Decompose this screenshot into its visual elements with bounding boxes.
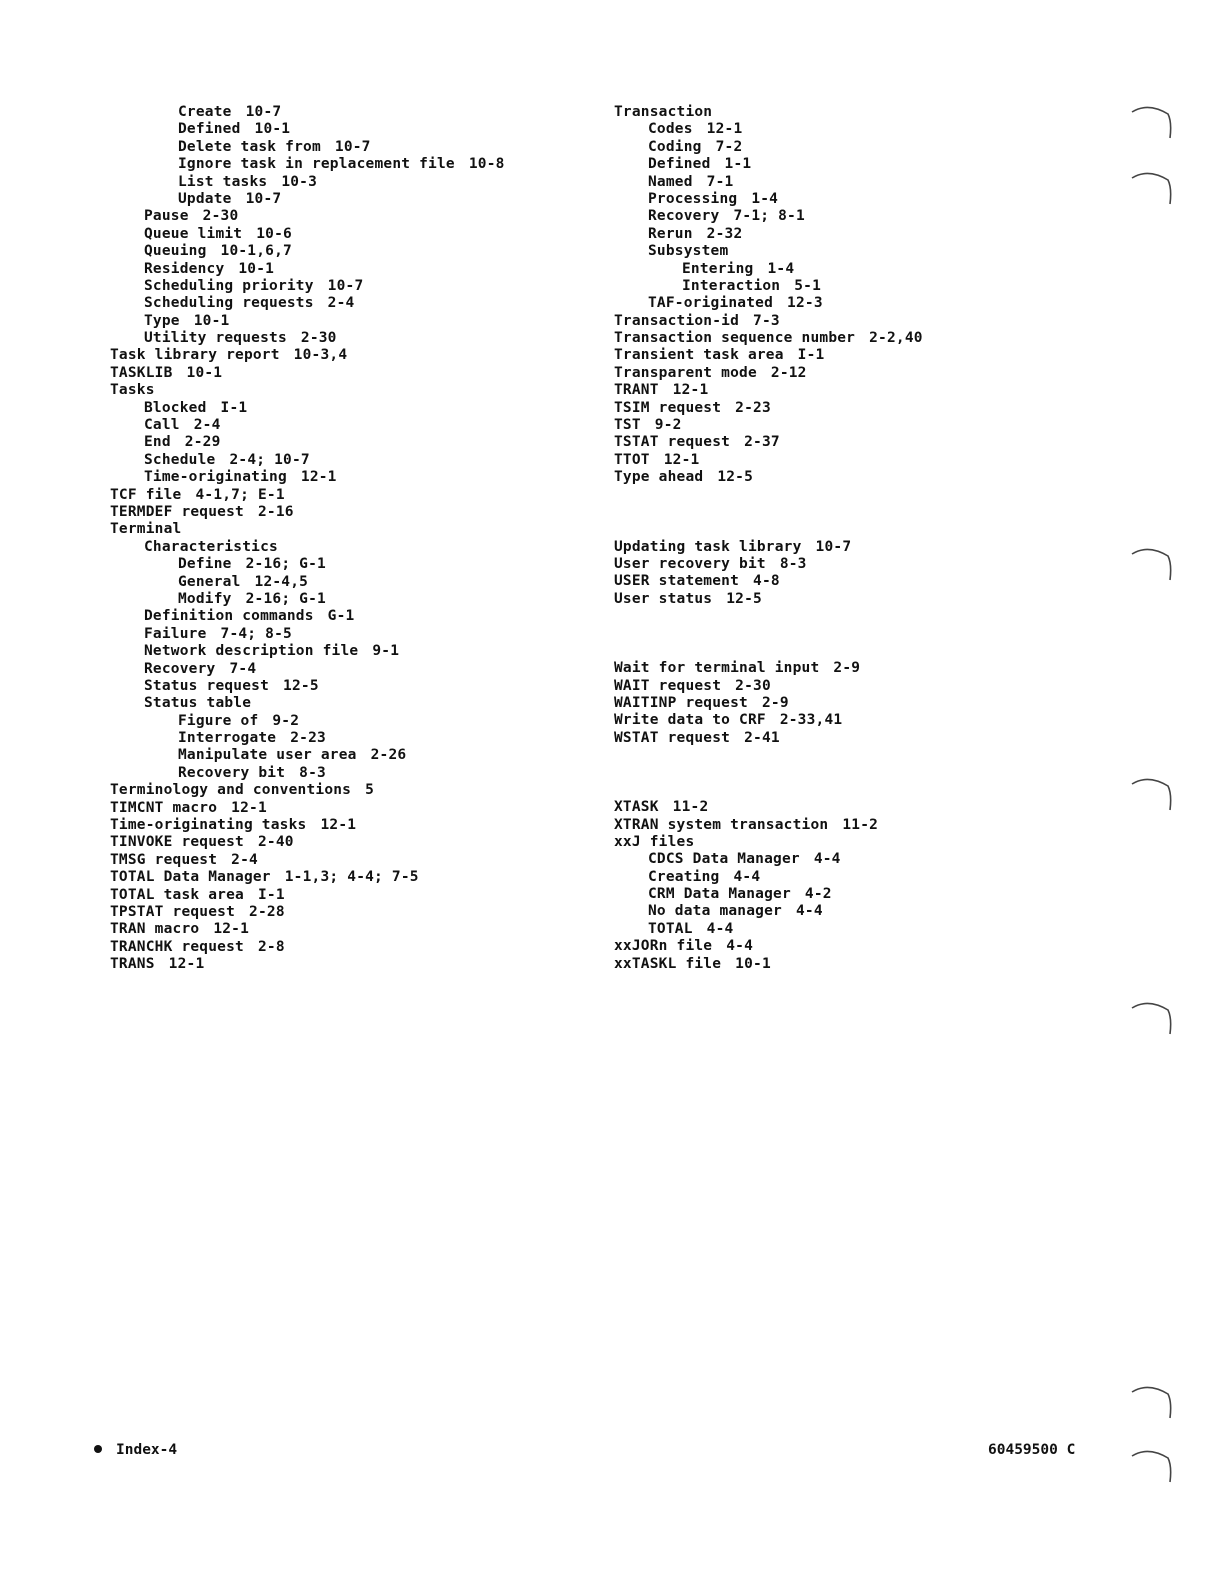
page-reference: 12-1	[663, 451, 700, 468]
binder-hole-icon	[1128, 1444, 1172, 1484]
index-term: Network description file	[144, 643, 359, 660]
page-reference: 7-4	[229, 660, 257, 677]
page-reference: 4-8	[753, 573, 780, 590]
index-term: TRAN macro	[110, 921, 200, 938]
page-reference: 2-26	[370, 747, 407, 764]
index-term: Coding	[648, 138, 702, 155]
page-reference: 2-30	[202, 208, 239, 225]
index-entry	[614, 226, 1084, 243]
index-entry	[110, 713, 580, 730]
document-number: 60459500 C	[988, 1442, 1076, 1458]
index-term: Task library report	[110, 347, 280, 364]
index-entry	[110, 800, 580, 817]
index-term: Transaction	[614, 104, 713, 120]
index-term: Interrogate	[178, 730, 277, 747]
index-term: TRANS	[110, 956, 155, 973]
binder-hole-icon	[1128, 542, 1172, 582]
index-entry	[614, 347, 1084, 364]
index-entry	[110, 661, 580, 678]
page-reference: 11-2	[672, 799, 709, 816]
index-term: Delete task from	[178, 138, 321, 155]
index-term: Failure	[144, 625, 207, 642]
index-term: Define	[178, 556, 232, 573]
index-term: Terminal	[110, 521, 182, 538]
index-entry	[614, 938, 1084, 955]
index-term: CRM Data Manager	[648, 886, 791, 903]
index-entry	[614, 591, 1084, 608]
page-reference: 10-1,6,7	[220, 243, 292, 260]
index-entry	[110, 174, 580, 191]
index-entry	[110, 574, 580, 591]
index-entry	[614, 660, 1084, 677]
index-term: Subsystem	[648, 243, 729, 260]
index-term: Queue limit	[144, 225, 243, 242]
index-entry	[614, 313, 1084, 330]
page-reference: I-1	[797, 347, 825, 364]
index-term: Scheduling priority	[144, 277, 314, 294]
index-entry	[614, 730, 1084, 747]
index-entry	[110, 365, 580, 382]
index-term: Type ahead	[614, 469, 704, 486]
index-term: Figure of	[178, 712, 259, 729]
page-reference: 7-1; 8-1	[733, 208, 805, 225]
index-entry	[110, 226, 580, 243]
index-term: TAF-originated	[648, 295, 774, 312]
page-reference: 5	[365, 782, 375, 799]
index-entry	[110, 939, 580, 956]
page-reference: 2-30	[300, 330, 337, 347]
index-entry	[110, 921, 580, 938]
index-entry	[614, 104, 1084, 121]
index-entry	[614, 452, 1084, 469]
index-entry	[110, 434, 580, 451]
index-entry	[110, 608, 580, 625]
page-reference: 10-1	[193, 312, 230, 329]
index-term: Characteristics	[144, 538, 278, 555]
page-reference: 9-1	[372, 643, 400, 660]
index-term: TRANCHK request	[110, 938, 244, 955]
index-term: Wait for terminal input	[614, 660, 820, 677]
page-reference: 10-7	[245, 104, 282, 120]
index-term: TRANT	[614, 382, 659, 399]
index-entry	[110, 521, 580, 538]
page-reference: 4-4	[795, 903, 823, 920]
page-reference: 2-41	[744, 729, 780, 746]
index-term: Defined	[648, 156, 711, 173]
index-entry	[614, 139, 1084, 156]
index-entry	[110, 887, 580, 904]
letter-group	[614, 799, 1084, 973]
page-reference: 2-30	[735, 677, 771, 694]
page-reference: 10-3	[281, 173, 318, 190]
index-column-left	[110, 104, 580, 974]
index-entry	[110, 626, 580, 643]
index-term: TTOT	[614, 451, 650, 468]
page-reference: 12-5	[717, 469, 754, 486]
page-reference: 12-1	[672, 382, 709, 399]
index-entry	[614, 695, 1084, 712]
index-term: Schedule	[144, 451, 216, 468]
index-entry	[614, 869, 1084, 886]
page-reference: 12-1	[320, 817, 357, 834]
page-reference: 7-2	[715, 138, 743, 155]
page-reference: 4-4	[726, 938, 754, 955]
binder-hole-icon	[1128, 166, 1172, 206]
index-entry	[110, 591, 580, 608]
index-entry	[614, 678, 1084, 695]
index-term: List tasks	[178, 173, 268, 190]
page-reference: 2-4	[231, 851, 258, 868]
page-reference: 12-5	[283, 677, 319, 694]
index-term: TCF file	[110, 486, 182, 503]
page-reference: 1-1,3; 4-4; 7-5	[284, 869, 419, 886]
page-reference: 12-3	[787, 295, 823, 312]
index-term: Residency	[144, 260, 225, 277]
index-entry	[614, 330, 1084, 347]
page-reference: I-1	[220, 399, 248, 416]
index-entry	[614, 261, 1084, 278]
index-term: TPSTAT request	[110, 903, 236, 920]
index-term: Terminology and conventions	[110, 782, 352, 799]
index-term: Queuing	[144, 243, 207, 260]
page-reference: 12-4,5	[254, 573, 309, 590]
index-entry	[110, 121, 580, 138]
index-entry	[110, 556, 580, 573]
index-entry	[614, 956, 1084, 973]
index-entry	[110, 469, 580, 486]
index-entry	[614, 851, 1084, 868]
index-entry	[614, 712, 1084, 729]
page-reference: 2-4; 10-7	[229, 451, 310, 468]
index-entry	[110, 104, 580, 121]
index-entry	[614, 556, 1084, 573]
index-entry	[110, 869, 580, 886]
page-reference: 1-1	[724, 156, 752, 173]
page-reference: 2-32	[706, 225, 743, 242]
index-term: TIMCNT macro	[110, 799, 218, 816]
page-reference: 4-1,7; E-1	[195, 486, 285, 503]
index-term: WAITINP request	[614, 694, 748, 711]
index-entry	[110, 295, 580, 312]
index-term: Updating task library	[614, 538, 802, 555]
index-entry	[110, 695, 580, 712]
page-reference: 4-4	[813, 851, 841, 868]
page-reference: 2-4	[193, 417, 221, 434]
letter-group-gap	[614, 608, 1084, 660]
index-term: Tasks	[110, 382, 155, 399]
index-entry	[110, 678, 580, 695]
page-reference: 1-4	[767, 260, 795, 277]
index-entry	[110, 208, 580, 225]
index-entry	[110, 278, 580, 295]
index-term: xxTASKL file	[614, 955, 722, 972]
index-term: WAIT request	[614, 677, 722, 694]
index-term: TOTAL	[648, 920, 693, 937]
index-entry	[110, 956, 580, 973]
index-term: Transaction sequence number	[614, 330, 856, 347]
page-reference: 9-2	[654, 417, 682, 434]
index-entry	[110, 313, 580, 330]
index-entry	[110, 765, 580, 782]
page-reference: 2-12	[770, 364, 807, 381]
index-term: Create	[178, 104, 232, 120]
page-reference: 2-16; G-1	[245, 556, 326, 573]
bullet-icon	[94, 1445, 102, 1453]
page-reference: 10-7	[815, 538, 852, 555]
index-term: Utility requests	[144, 330, 287, 347]
index-term: xxJ files	[614, 833, 695, 850]
index-term: xxJORn file	[614, 938, 713, 955]
index-entry	[614, 469, 1084, 486]
page-reference: 12-1	[300, 469, 337, 486]
index-entry	[110, 330, 580, 347]
index-entry	[614, 539, 1084, 556]
letter-group	[614, 660, 1084, 747]
page-reference: 2-8	[257, 938, 285, 955]
index-term: User recovery bit	[614, 555, 766, 572]
index-entry	[110, 400, 580, 417]
index-term: Status request	[144, 677, 270, 694]
index-entry	[614, 921, 1084, 938]
index-term: TOTAL task area	[110, 886, 244, 903]
index-entry	[110, 243, 580, 260]
index-entry	[614, 243, 1084, 260]
index-term: User status	[614, 590, 713, 607]
page-reference: 2-16	[257, 503, 294, 520]
page-reference: 10-3,4	[293, 347, 348, 364]
index-term: Processing	[648, 190, 738, 207]
index-entry	[614, 573, 1084, 590]
index-entry	[614, 295, 1084, 312]
index-entry	[614, 121, 1084, 138]
index-entry	[614, 417, 1084, 434]
index-entry	[110, 452, 580, 469]
index-entry	[614, 817, 1084, 834]
page-reference: 12-1	[213, 921, 250, 938]
index-entry	[110, 347, 580, 364]
binder-hole-icon	[1128, 772, 1172, 812]
index-entry	[614, 886, 1084, 903]
page-reference: 10-7	[327, 277, 364, 294]
index-entry	[110, 504, 580, 521]
page-reference: 5-1	[794, 277, 822, 294]
index-term: No data manager	[648, 903, 782, 920]
page-reference: 11-2	[842, 816, 879, 833]
index-term: Transaction-id	[614, 312, 740, 329]
index-entry	[614, 208, 1084, 225]
page-reference: 10-6	[256, 225, 292, 242]
index-entry	[614, 278, 1084, 295]
index-entry	[110, 747, 580, 764]
index-entry	[110, 782, 580, 799]
index-term: Update	[178, 190, 232, 207]
index-term: General	[178, 573, 241, 590]
page-reference: 4-2	[804, 886, 832, 903]
page-label: Index-4	[116, 1442, 178, 1458]
index-entry	[110, 904, 580, 921]
index-entry	[110, 487, 580, 504]
index-term: Ignore task in replacement file	[178, 156, 455, 173]
page-reference: 9-2	[272, 712, 300, 729]
page-reference: 12-1	[706, 121, 743, 138]
index-term: End	[144, 434, 171, 451]
index-entry	[110, 834, 580, 851]
page-reference: 7-4; 8-5	[220, 625, 292, 642]
index-entry	[110, 730, 580, 747]
page-reference: 10-7	[245, 190, 282, 207]
index-term: Definition commands	[144, 608, 314, 625]
index-term: Recovery bit	[178, 764, 286, 781]
index-term: TSIM request	[614, 399, 722, 416]
index-entry	[110, 156, 580, 173]
binder-hole-icon	[1128, 1380, 1172, 1420]
index-term: Modify	[178, 590, 232, 607]
index-term: WSTAT request	[614, 729, 731, 746]
index-term: Call	[144, 417, 180, 434]
index-term: Manipulate user area	[178, 747, 357, 764]
index-term: Recovery	[648, 208, 720, 225]
index-term: Pause	[144, 208, 189, 225]
index-term: Transparent mode	[614, 364, 757, 381]
index-entry	[110, 852, 580, 869]
binder-hole-icon	[1128, 100, 1172, 140]
page-reference: 10-1	[238, 260, 275, 277]
page-reference: 12-5	[726, 590, 762, 607]
index-entry	[110, 643, 580, 660]
index-term: XTASK	[614, 799, 659, 816]
index-term: USER statement	[614, 573, 740, 590]
page-reference: 2-16; G-1	[245, 590, 326, 607]
page-reference: G-1	[327, 608, 355, 625]
binder-hole-icon	[1128, 996, 1172, 1036]
index-entry	[614, 382, 1084, 399]
index-entry	[614, 174, 1084, 191]
page-reference: 12-1	[168, 956, 205, 973]
index-term: TMSG request	[110, 851, 218, 868]
index-term: TOTAL Data Manager	[110, 869, 271, 886]
index-entry	[614, 799, 1084, 816]
page-reference: 2-29	[184, 434, 221, 451]
index-term: TSTAT request	[614, 434, 731, 451]
index-term: Interaction	[682, 277, 781, 294]
page-reference: 2-2,40	[869, 330, 923, 347]
index-entry	[614, 365, 1084, 382]
page-reference: 2-9	[761, 694, 789, 711]
page-reference: 2-37	[744, 434, 780, 451]
index-term: Recovery	[144, 660, 216, 677]
page-reference: 4-4	[706, 920, 734, 937]
index-term: Codes	[648, 121, 693, 138]
index-term: Time-originating	[144, 469, 287, 486]
index-term: Entering	[682, 260, 754, 277]
index-entry	[614, 156, 1084, 173]
index-entry	[110, 191, 580, 208]
letter-group-gap	[614, 747, 1084, 799]
index-term: Creating	[648, 868, 720, 885]
index-term: CDCS Data Manager	[648, 851, 800, 868]
page-reference: 2-23	[735, 399, 771, 416]
page-reference: I-1	[257, 886, 285, 903]
page-reference: 2-4	[327, 295, 355, 312]
index-term: Transient task area	[614, 347, 784, 364]
index-term: Named	[648, 173, 693, 190]
index-term: Write data to CRF	[614, 712, 766, 729]
index-entry	[110, 382, 580, 399]
letter-group	[614, 104, 1084, 487]
index-term: Blocked	[144, 399, 207, 416]
index-entry	[614, 434, 1084, 451]
index-term: XTRAN system transaction	[614, 816, 829, 833]
index-entry	[110, 261, 580, 278]
index-entry	[614, 903, 1084, 920]
page-reference: 2-23	[290, 730, 326, 747]
page-reference: 10-8	[468, 156, 505, 173]
index-term: TERMDEF request	[110, 503, 244, 520]
index-entry	[614, 834, 1084, 851]
page-reference: 2-40	[257, 834, 294, 851]
index-term: Defined	[178, 121, 241, 138]
index-term: Scheduling requests	[144, 295, 314, 312]
page-reference: 2-28	[249, 903, 285, 920]
index-term: TST	[614, 417, 641, 434]
index-term: Type	[144, 312, 180, 329]
letter-group-gap	[614, 487, 1084, 539]
index-entry	[614, 400, 1084, 417]
index-entry	[110, 539, 580, 556]
page-reference: 4-4	[733, 868, 761, 885]
index-entry	[110, 139, 580, 156]
index-entry	[110, 417, 580, 434]
page-reference: 2-33,41	[779, 712, 843, 729]
index-term: Rerun	[648, 225, 693, 242]
index-term: Time-originating tasks	[110, 817, 307, 834]
page-reference: 7-1	[706, 173, 734, 190]
page-reference: 1-4	[751, 190, 779, 207]
index-column-right	[614, 104, 1084, 973]
index-term: TASKLIB	[110, 364, 173, 381]
page-reference: 10-1	[186, 364, 223, 381]
page-reference: 10-1	[735, 955, 771, 972]
page-reference: 2-9	[833, 660, 861, 677]
index-term: Status table	[144, 695, 252, 712]
index-entry	[614, 191, 1084, 208]
page-reference: 8-3	[779, 555, 807, 572]
page-reference: 12-1	[231, 799, 267, 816]
page-footer-left	[94, 1442, 177, 1458]
index-entry	[110, 817, 580, 834]
letter-group	[614, 539, 1084, 609]
page-reference: 10-1	[254, 121, 291, 138]
index-term: TINVOKE request	[110, 834, 244, 851]
page-reference: 8-3	[299, 764, 326, 781]
page-reference: 7-3	[753, 312, 780, 329]
page-reference: 10-7	[334, 138, 371, 155]
